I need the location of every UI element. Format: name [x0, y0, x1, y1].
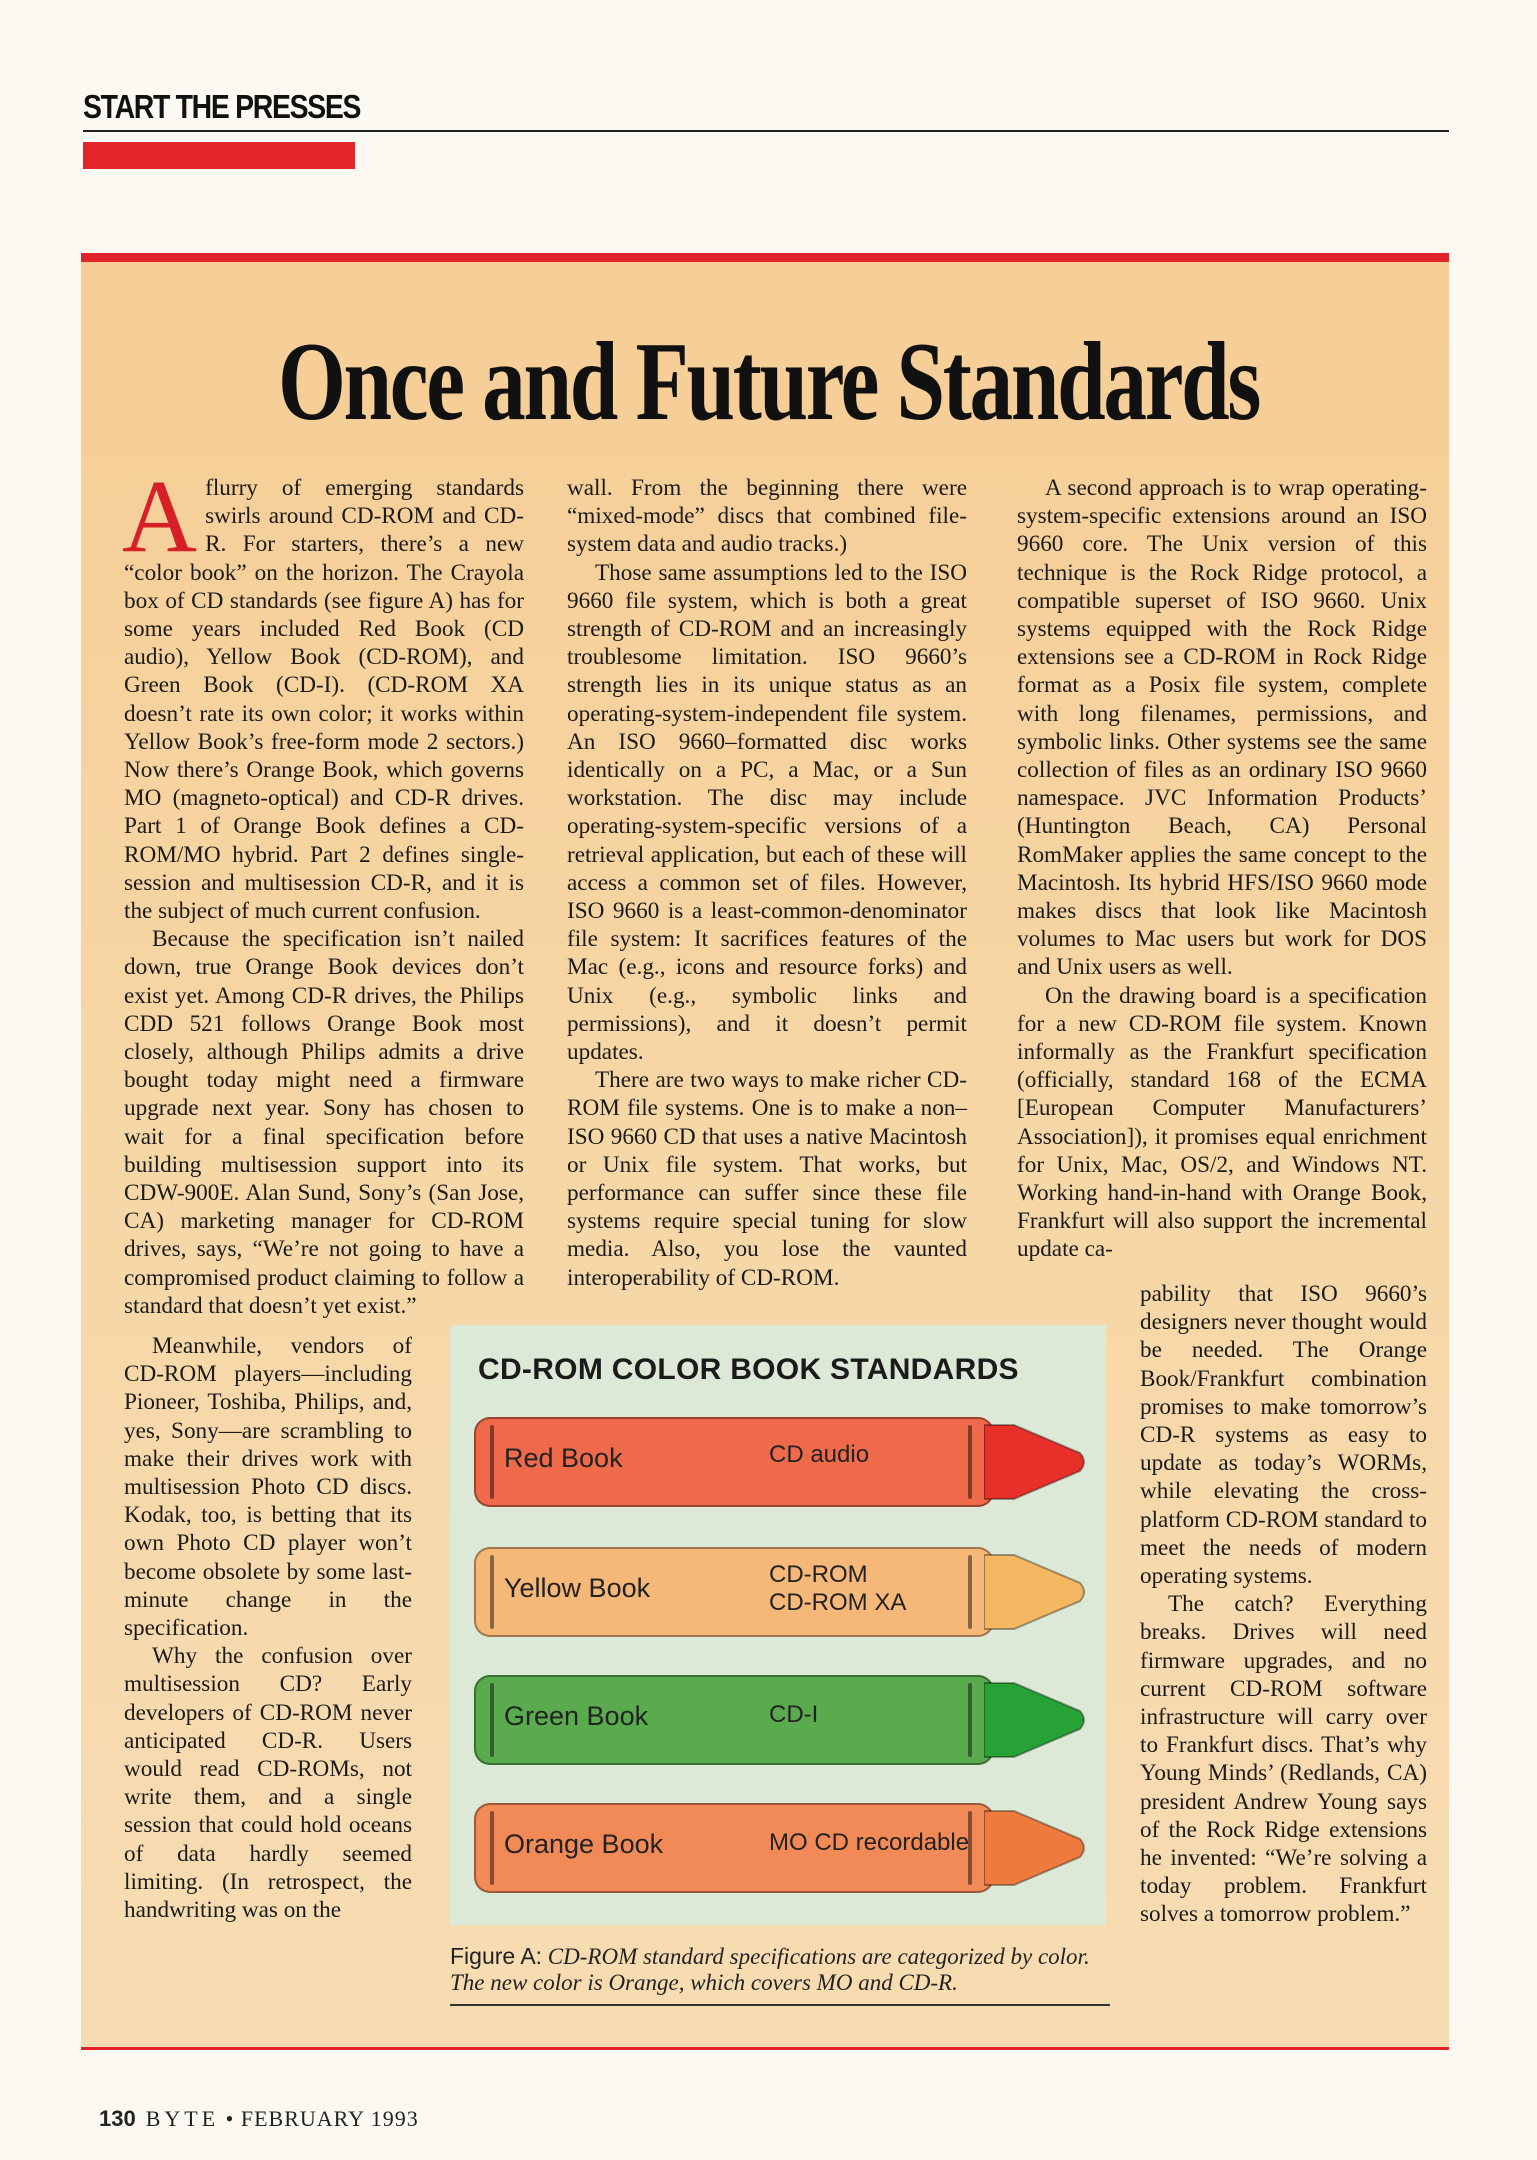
crayon-description — [769, 1561, 906, 1617]
footer-separator: • — [225, 2106, 235, 2131]
crayon-description — [769, 1441, 869, 1469]
figure-title: CD-ROM COLOR BOOK STANDARDS — [478, 1353, 1019, 1386]
crayon-band — [490, 1555, 494, 1629]
issue-date: FEBRUARY 1993 — [240, 2106, 419, 2131]
paragraph: Why the confusion over multisession CD? Early developers of CD-ROM never anticipated CD-R. Users would read CD-ROMs, not write them, and a single session that could hold oceans of data hardly seemed limiting. (In retrospect, the handwriting was on the — [124, 1643, 412, 1924]
paragraph: pability that ISO 9660’s designers never thought would be needed. The Orange Book/Frankfurt combination promises to make tomorrow’s CD-R systems as easy to update as today’s WORMs, while elevating the cross-platform CD-ROM standard to meet the needs of modern operating systems. — [1140, 1281, 1427, 1590]
crayon-red-book — [474, 1413, 1094, 1511]
crayon-yellow-book — [474, 1543, 1094, 1641]
crayon-band — [968, 1683, 972, 1757]
paragraph: A second approach is to wrap operating-system-specific extensions around an ISO 9660 core. The Unix version of this technique is the Rock Ridge protocol, a compatible superset of ISO 9660. Unix systems equipped with the Rock Ridge extensions see a CD-ROM in Rock Ridge format as a Posix file system, complete with long filenames, permissions, and symbolic links. Other systems see the same collection of files as an ordinary ISO 9660 namespace. JVC Information Products’ (Huntington Beach, CA) Personal RomMaker applies the same concept to the Macintosh. Its hybrid HFS/ISO 9660 mode makes discs that look like Macintosh volumes to Mac users but work for DOS and Unix users as well. — [1017, 475, 1427, 981]
crayon-label: Red Book — [504, 1443, 623, 1473]
crayon-description-line: MO CD recordable — [769, 1829, 970, 1856]
page-number: 130 — [99, 2106, 136, 2131]
crayon-band — [490, 1683, 494, 1757]
crayon-tip — [984, 1679, 1089, 1761]
caption-text: CD-ROM standard specifications are categorized by color. The new color is Orange, which covers MO and CD-R. — [450, 1944, 1090, 1995]
figure-caption — [450, 1943, 1110, 2006]
crayon-description — [769, 1829, 969, 1857]
paragraph: The catch? Everything breaks. Drives will need firmware upgrades, and no current CD-ROM software infrastructure will carry over to Frankfurt discs. That’s why Young Minds’ (Redlands, CA) president Andrew Young says of the Rock Ridge extensions he invented: “We’re solving a today problem. Frankfurt solves a tomorrow problem.” — [1140, 1591, 1427, 1928]
crayon-label: Green Book — [504, 1701, 649, 1731]
crayon-tip — [984, 1421, 1089, 1503]
article-column-2 — [567, 474, 967, 1292]
paragraph: wall. From the beginning there were “mixed-mode” discs that combined file-system data and audio tracks.) — [567, 475, 967, 558]
paragraph: There are two ways to make richer CD-ROM file systems. One is to make a non–ISO 9660 CD that uses a native Macintosh or Unix file system. That works, but performance can suffer since these file systems require special tuning for slow media. Also, you lose the vaunted interoperability of CD-ROM. — [567, 1067, 967, 1291]
figure-color-books — [450, 1325, 1106, 1925]
crayon-label: Yellow Book — [504, 1573, 651, 1603]
crayon-description-line: CD-ROM XA — [769, 1589, 907, 1616]
crayon-description — [769, 1701, 818, 1729]
article-column-3 — [1017, 474, 1427, 1264]
crayon-description-line: CD audio — [769, 1441, 870, 1468]
crayon-band — [490, 1425, 494, 1499]
paragraph: Those same assumptions led to the ISO 9660 file system, which is both a great strength of CD-ROM and an increasingly troublesome limitation. ISO 9660’s strength lies in its unique status as an operating-system-independent file system. An ISO 9660–formatted disc works identically on a PC, a Mac, or a Sun workstation. The disc may include operating-system-specific versions of a retrieval application, but each of these will access a common set of files. However, ISO 9660 is a least-common-denominator file system: It sacrifices features of the Mac (e.g., icons and resource forks) and Unix (e.g., symbolic links and permissions), and it doesn’t permit updates. — [567, 559, 967, 1066]
caption-label: Figure A: — [450, 1943, 543, 1969]
paragraph: On the drawing board is a specification for a new CD-ROM file system. Known informally as the Frankfurt specification (officially, standard 168 of the ECMA [European Computer Manufacturers’ Association]), it promises equal enrichment for Unix, Mac, OS/2, and Windows NT. Working hand-in-hand with Orange Book, Frankfurt will also support the incremental update ca- — [1017, 982, 1427, 1263]
panel-top-rule — [81, 253, 1449, 262]
page-footer — [99, 2106, 419, 2132]
article-column-1-continued — [124, 1332, 412, 1924]
article-column-1 — [122, 459, 524, 1320]
magazine-name: BYTE — [145, 2106, 220, 2131]
section-label: START THE PRESSES — [83, 88, 361, 125]
article-title: Once and Future Standards — [277, 320, 1260, 444]
crayon-band — [968, 1555, 972, 1629]
crayon-description-line: CD-ROM — [769, 1561, 868, 1588]
paragraph: Aflurry of emerging standards swirls around CD-ROM and CD-R. For starters, there’s a new “color book” on the horizon. The Crayola box of CD standards (see figure A) has for some years included Red Book (CD audio), Yellow Book (CD-ROM), and Green Book (CD-I). (CD-ROM XA doesn’t rate its own color; it works within Yellow Book’s free-form mode 2 sectors.) Now there’s Orange Book, which governs MO (magneto-optical) and CD-R drives. Part 1 of Orange Book defines a CD-ROM/MO hybrid. Part 2 defines single-session and multisession CD-R, and it is the subject of much current confusion. — [122, 459, 524, 925]
crayon-green-book — [474, 1671, 1094, 1769]
crayon-band — [490, 1811, 494, 1885]
crayon-band — [968, 1425, 972, 1499]
crayon-tip — [984, 1551, 1089, 1633]
crayon-description-line: CD-I — [769, 1701, 819, 1728]
crayon-label: Orange Book — [504, 1829, 664, 1859]
drop-cap: A — [122, 459, 198, 574]
panel-bottom-rule — [81, 2047, 1449, 2050]
paragraph: Meanwhile, vendors of CD-ROM players—including Pioneer, Toshiba, Philips, and, yes, Sony—are scrambling to make their drives work with multisession Photo CD discs. Kodak, too, is betting that its own Photo CD player won’t become obsolete by some last-minute change in the specification. — [124, 1333, 412, 1642]
article-column-3-continued — [1140, 1280, 1427, 1929]
crayon-orange-book — [474, 1799, 1094, 1897]
paragraph: Because the specification isn’t nailed down, true Orange Book devices don’t exist yet. Among CD-R drives, the Philips CDD 521 follows Orange Book most closely, although Philips admits a drive bought today might need a firmware upgrade next year. Sony has chosen to wait for a final specification before building multisession support into its CDW-900E. Alan Sund, Sony’s (San Jose, CA) marketing manager for CD-ROM drives, says, “We’re not going to have a compromised product claiming to follow a standard that doesn’t yet exist.” — [124, 926, 524, 1319]
header-accent-bar — [83, 142, 355, 169]
crayon-tip — [984, 1807, 1089, 1889]
header-rule — [83, 130, 1449, 132]
